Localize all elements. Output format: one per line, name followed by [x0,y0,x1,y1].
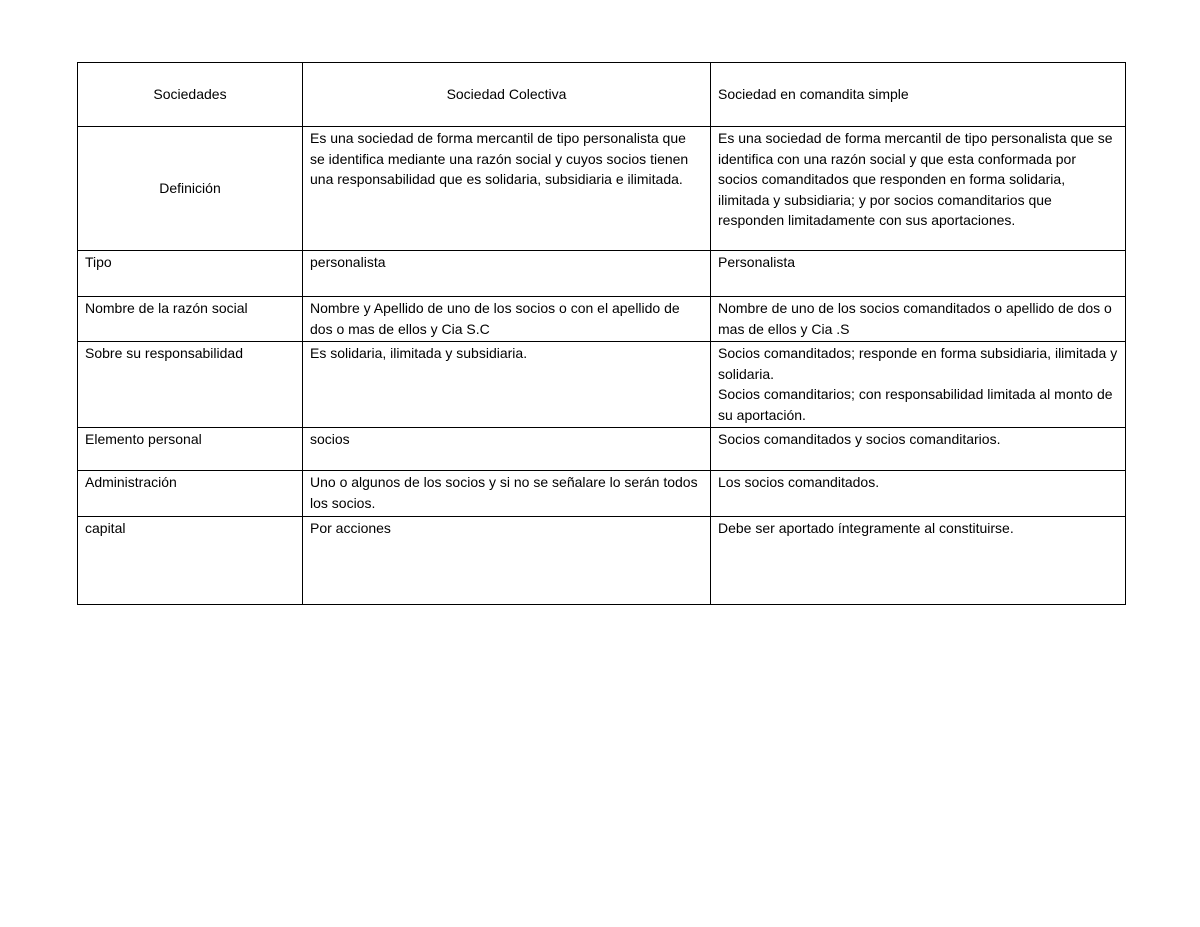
cell-tipo-comandita: Personalista [711,251,1126,297]
cell-administracion-comandita: Los socios comanditados. [711,471,1126,517]
row-label-definicion: Definición [78,127,303,251]
cell-nombre-comandita: Nombre de uno de los socios comanditados o apellido de dos o mas de ellos y Cia .S [711,297,1126,342]
row-label-administracion: Administración [78,471,303,517]
table-header-row [78,63,1126,127]
cell-tipo-colectiva: personalista [303,251,711,297]
cell-capital-colectiva: Por acciones [303,517,711,605]
cell-capital-comandita: Debe ser aportado íntegramente al constituirse. [711,517,1126,605]
row-label-responsabilidad: Sobre su responsabilidad [78,342,303,428]
table-row-responsabilidad [78,342,1126,428]
cell-nombre-colectiva: Nombre y Apellido de uno de los socios o con el apellido de dos o mas de ellos y Cia S.C [303,297,711,342]
responsabilidad-comanditarios-line: Socios comanditarios; con responsabilidad limitada al monto de su aportación. [718,386,1113,423]
row-label-tipo: Tipo [78,251,303,297]
cell-responsabilidad-comandita [711,342,1126,428]
table-row-capital [78,517,1126,605]
row-label-elemento-personal: Elemento personal [78,428,303,471]
table-row-elemento-personal [78,428,1126,471]
header-sociedades: Sociedades [78,63,303,127]
cell-responsabilidad-colectiva: Es solidaria, ilimitada y subsidiaria. [303,342,711,428]
row-label-nombre-razon-social: Nombre de la razón social [78,297,303,342]
cell-administracion-colectiva: Uno o algunos de los socios y si no se señalare lo serán todos los socios. [303,471,711,517]
table-row-definicion [78,127,1126,251]
header-sociedad-colectiva: Sociedad Colectiva [303,63,711,127]
row-label-capital: capital [78,517,303,605]
cell-definicion-colectiva: Es una sociedad de forma mercantil de tipo personalista que se identifica mediante una razón social y cuyos socios tienen una responsabilidad que es solidaria, subsidiaria e ilimitada. [303,127,711,251]
comparison-table [77,62,1126,605]
cell-definicion-comandita: Es una sociedad de forma mercantil de tipo personalista que se identifica con una razón social y que esta conformada por socios comanditados que responden en forma solidaria, ilimitada y subsidiaria; y por socios comanditarios que responden limitadamente con sus aportaciones. [711,127,1126,251]
responsabilidad-comanditados-line: Socios comanditados; responde en forma subsidiaria, ilimitada y solidaria. [718,345,1118,382]
cell-elemento-comandita: Socios comanditados y socios comanditarios. [711,428,1126,471]
table-row-nombre-razon-social [78,297,1126,342]
header-sociedad-comandita-simple: Sociedad en comandita simple [711,63,1126,127]
table-row-tipo [78,251,1126,297]
cell-elemento-colectiva: socios [303,428,711,471]
table-row-administracion [78,471,1126,517]
